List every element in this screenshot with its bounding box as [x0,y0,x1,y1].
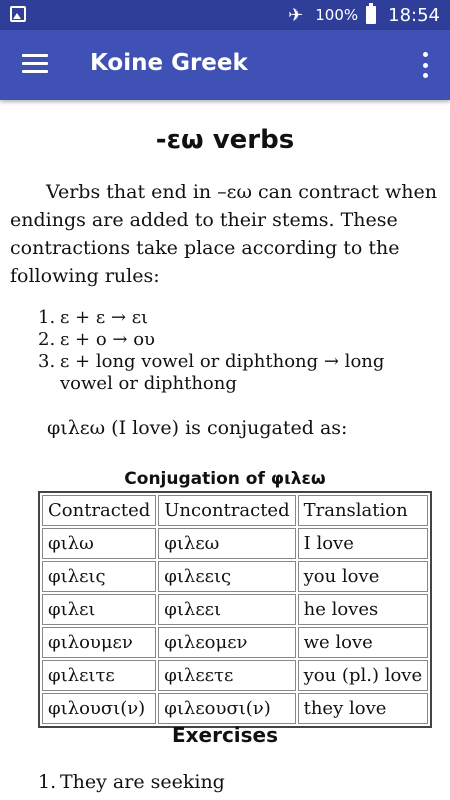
status-bar [0,0,450,30]
table-cell: φιλεουσι(ν) [158,693,295,724]
list-item: 1. ε + ε → ει [38,307,149,328]
table-cell: φιλει [42,594,156,625]
table-caption: Conjugation of φιλεω [124,469,326,489]
conjugation-table [38,491,432,728]
lesson-content[interactable] [0,100,450,800]
menu-icon[interactable] [22,54,48,74]
airplane-mode-icon: ✈ [288,4,304,26]
table-cell: φιλεει [158,594,295,625]
table-row [42,561,428,592]
battery-icon [366,6,376,24]
table-cell: he loves [298,594,429,625]
list-item: 3. ε + long vowel or diphthong → long vowel or diphthong [38,351,385,394]
contraction-rules [38,307,438,395]
intro-paragraph: Verbs that end in –εω can contract when endings are added to their stems. These contractions take place according to the following rules: [10,181,437,287]
list-item: 2. ε + ο → ου [38,329,155,350]
status-indicators [288,0,440,30]
table-header-row [42,495,428,526]
table-cell: φιλουσι(ν) [42,693,156,724]
table-cell: φιλεετε [158,660,295,691]
exercises-heading: Exercises [171,723,279,747]
conjugation-intro: φιλεω (I love) is conjugated as: [47,417,348,439]
table-cell: we love [298,627,429,658]
list-item: 1. They are seeking [38,771,225,793]
table-row [42,627,428,658]
table-cell: you (pl.) love [298,660,429,691]
table-cell: they love [298,693,429,724]
table-cell: φιλειτε [42,660,156,691]
table-cell: φιλεω [158,528,295,559]
app-bar [0,30,450,100]
column-header: Uncontracted [158,495,295,526]
table-cell: I love [298,528,429,559]
battery-percent: 100% [315,6,359,24]
table-cell: φιλω [42,528,156,559]
column-header: Contracted [42,495,156,526]
table-row [42,528,428,559]
table-row [42,660,428,691]
table-row [42,693,428,724]
gallery-notification-icon [10,6,26,22]
table-cell: φιλεις [42,561,156,592]
table-cell: φιλουμεν [42,627,156,658]
clock: 18:54 [388,4,440,26]
exercises-list [38,770,225,794]
column-header: Translation [298,495,429,526]
page-heading: -εω verbs [155,125,295,155]
table-row [42,594,428,625]
app-title: Koine Greek [90,50,248,76]
overflow-menu-icon[interactable] [422,52,428,78]
table-cell: you love [298,561,429,592]
table-cell: φιλεομεν [158,627,295,658]
table-cell: φιλεεις [158,561,295,592]
